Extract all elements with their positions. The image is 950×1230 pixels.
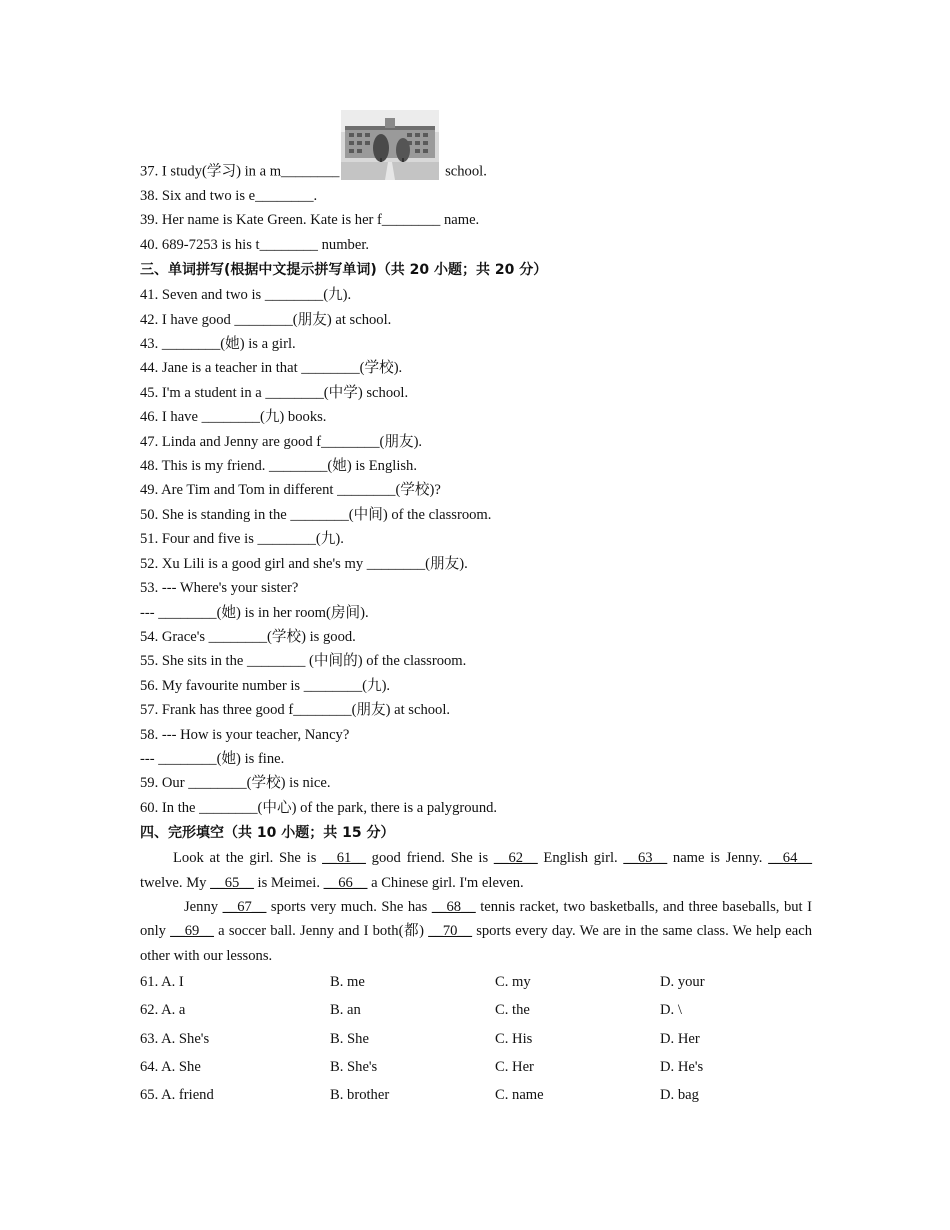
question-line: --- ________(她) is fine. [140,750,285,767]
option-b: B. me [330,974,365,991]
option-c: C. my [495,974,531,991]
question-line: 48. This is my friend. ________(她) is English. [140,458,418,475]
option-row [140,1025,812,1053]
question-line: 57. Frank has three good f________(朋友) at school. [140,702,451,719]
cloze-blank: __69__ [170,923,214,940]
option-row [140,968,812,996]
question-line: 59. Our ________(学校) is nice. [140,775,331,792]
option-b: B. an [330,1002,361,1019]
option-a: 63. A. She's [140,1030,210,1047]
cloze-paragraph-1 [140,846,812,895]
cloze-options [140,968,812,1109]
question-line: 55. She sits in the ________ (中间的) of the classroom. [140,653,467,670]
question-37-before: 37. I study(学习) in a m________ [140,163,340,180]
option-d: D. your [660,974,705,991]
question-line: 46. I have ________(九) books. [140,409,327,426]
cloze-blank: __61__ [322,850,366,867]
option-b: B. She [330,1030,369,1047]
option-a: 61. A. I [140,974,184,991]
question-line: 41. Seven and two is ________(九). [140,287,352,304]
question-line: 38. Six and two is e________. [140,188,318,204]
passage-text: tennis racket, two basketballs, and three baseballs, but I only [140,898,812,940]
passage-text: good friend. She is [365,850,494,867]
question-line: 51. Four and five is ________(九). [140,531,344,548]
cloze-blank: __63__ [623,850,668,867]
question-line: 49. Are Tim and Tom in different ________(学校)? [140,482,441,499]
cloze-blank: __68__ [431,898,476,915]
question-line: 54. Grace's ________(学校) is good. [140,628,356,645]
option-b: B. brother [330,1087,390,1103]
option-a: 65. A. friend [140,1087,214,1103]
option-a: 64. A. She [140,1058,201,1075]
passage-text: sports very much. She has [266,898,432,915]
question-line: 47. Linda and Jenny are good f________(朋友). [140,433,423,450]
question-line: 56. My favourite number is ________(九). [140,677,391,694]
option-d: D. bag [660,1087,699,1103]
cloze-blank: __62__ [493,850,538,867]
question-line: 52. Xu Lili is a good girl and she's my ________(朋友). [140,555,468,572]
option-row [140,1081,812,1109]
question-line: 58. --- How is your teacher, Nancy? [140,726,350,743]
cloze-blank: __65__ [210,874,254,891]
cloze-blank: __66__ [323,874,368,891]
question-line: 42. I have good ________(朋友) at school. [140,311,392,328]
option-row [140,996,812,1024]
exam-page [140,108,812,1109]
question-line: 45. I'm a student in a ________(中学) school. [140,384,409,401]
school-building-photo [341,110,439,180]
option-b: B. She's [330,1058,378,1075]
passage-text: name is Jenny. [667,850,769,867]
option-d: D. Her [660,1030,700,1047]
question-line: 53. --- Where's your sister? [140,580,299,597]
passage-text: twelve. My [140,874,211,891]
option-d: D. He's [660,1058,704,1075]
option-c: C. name [495,1087,544,1103]
option-c: C. His [495,1030,533,1047]
passage-text: a soccer ball. Jenny and I both(都) [213,923,429,940]
question-line: --- ________(她) is in her room(房间). [140,604,369,621]
option-a: 62. A. a [140,1002,186,1019]
question-line: 60. In the ________(中心) of the park, there is a palyground. [140,799,498,816]
question-line: 44. Jane is a teacher in that ________(学校). [140,360,403,377]
question-line: 43. ________(她) is a girl. [140,336,296,353]
passage-text: sports every day. We are in the same class. We help each other with our lessons. [140,923,813,964]
option-c: C. Her [495,1058,534,1075]
question-line: 50. She is standing in the ________(中间) of the classroom. [140,506,492,523]
question-37 [140,108,812,184]
option-c: C. the [495,1002,530,1019]
cloze-blank: __70__ [428,923,472,940]
section-4-heading: 四、完形填空（共 10 小题；共 15 分） [140,825,395,842]
passage-text: Look at the girl. She is [173,850,323,867]
cloze-paragraph-2 [140,895,812,968]
question-37-after: school. [441,163,487,180]
cloze-blank: __67__ [222,898,267,915]
option-row [140,1053,812,1081]
question-line: 39. Her name is Kate Green. Kate is her f________ name. [140,212,480,229]
section-3-heading: 三、单词拼写(根据中文提示拼写单词)（共 20 小题；共 20 分） [140,262,548,279]
passage-text: English girl. [537,850,624,867]
cloze-blank: __64__ [768,850,812,867]
option-d: D. \ [660,1002,682,1019]
passage-text: a Chinese girl. I'm eleven. [367,874,524,891]
question-line: 40. 689-7253 is his t________ number. [140,236,370,253]
passage-text: is Meimei. [253,874,324,891]
passage-text: Jenny [184,898,223,915]
